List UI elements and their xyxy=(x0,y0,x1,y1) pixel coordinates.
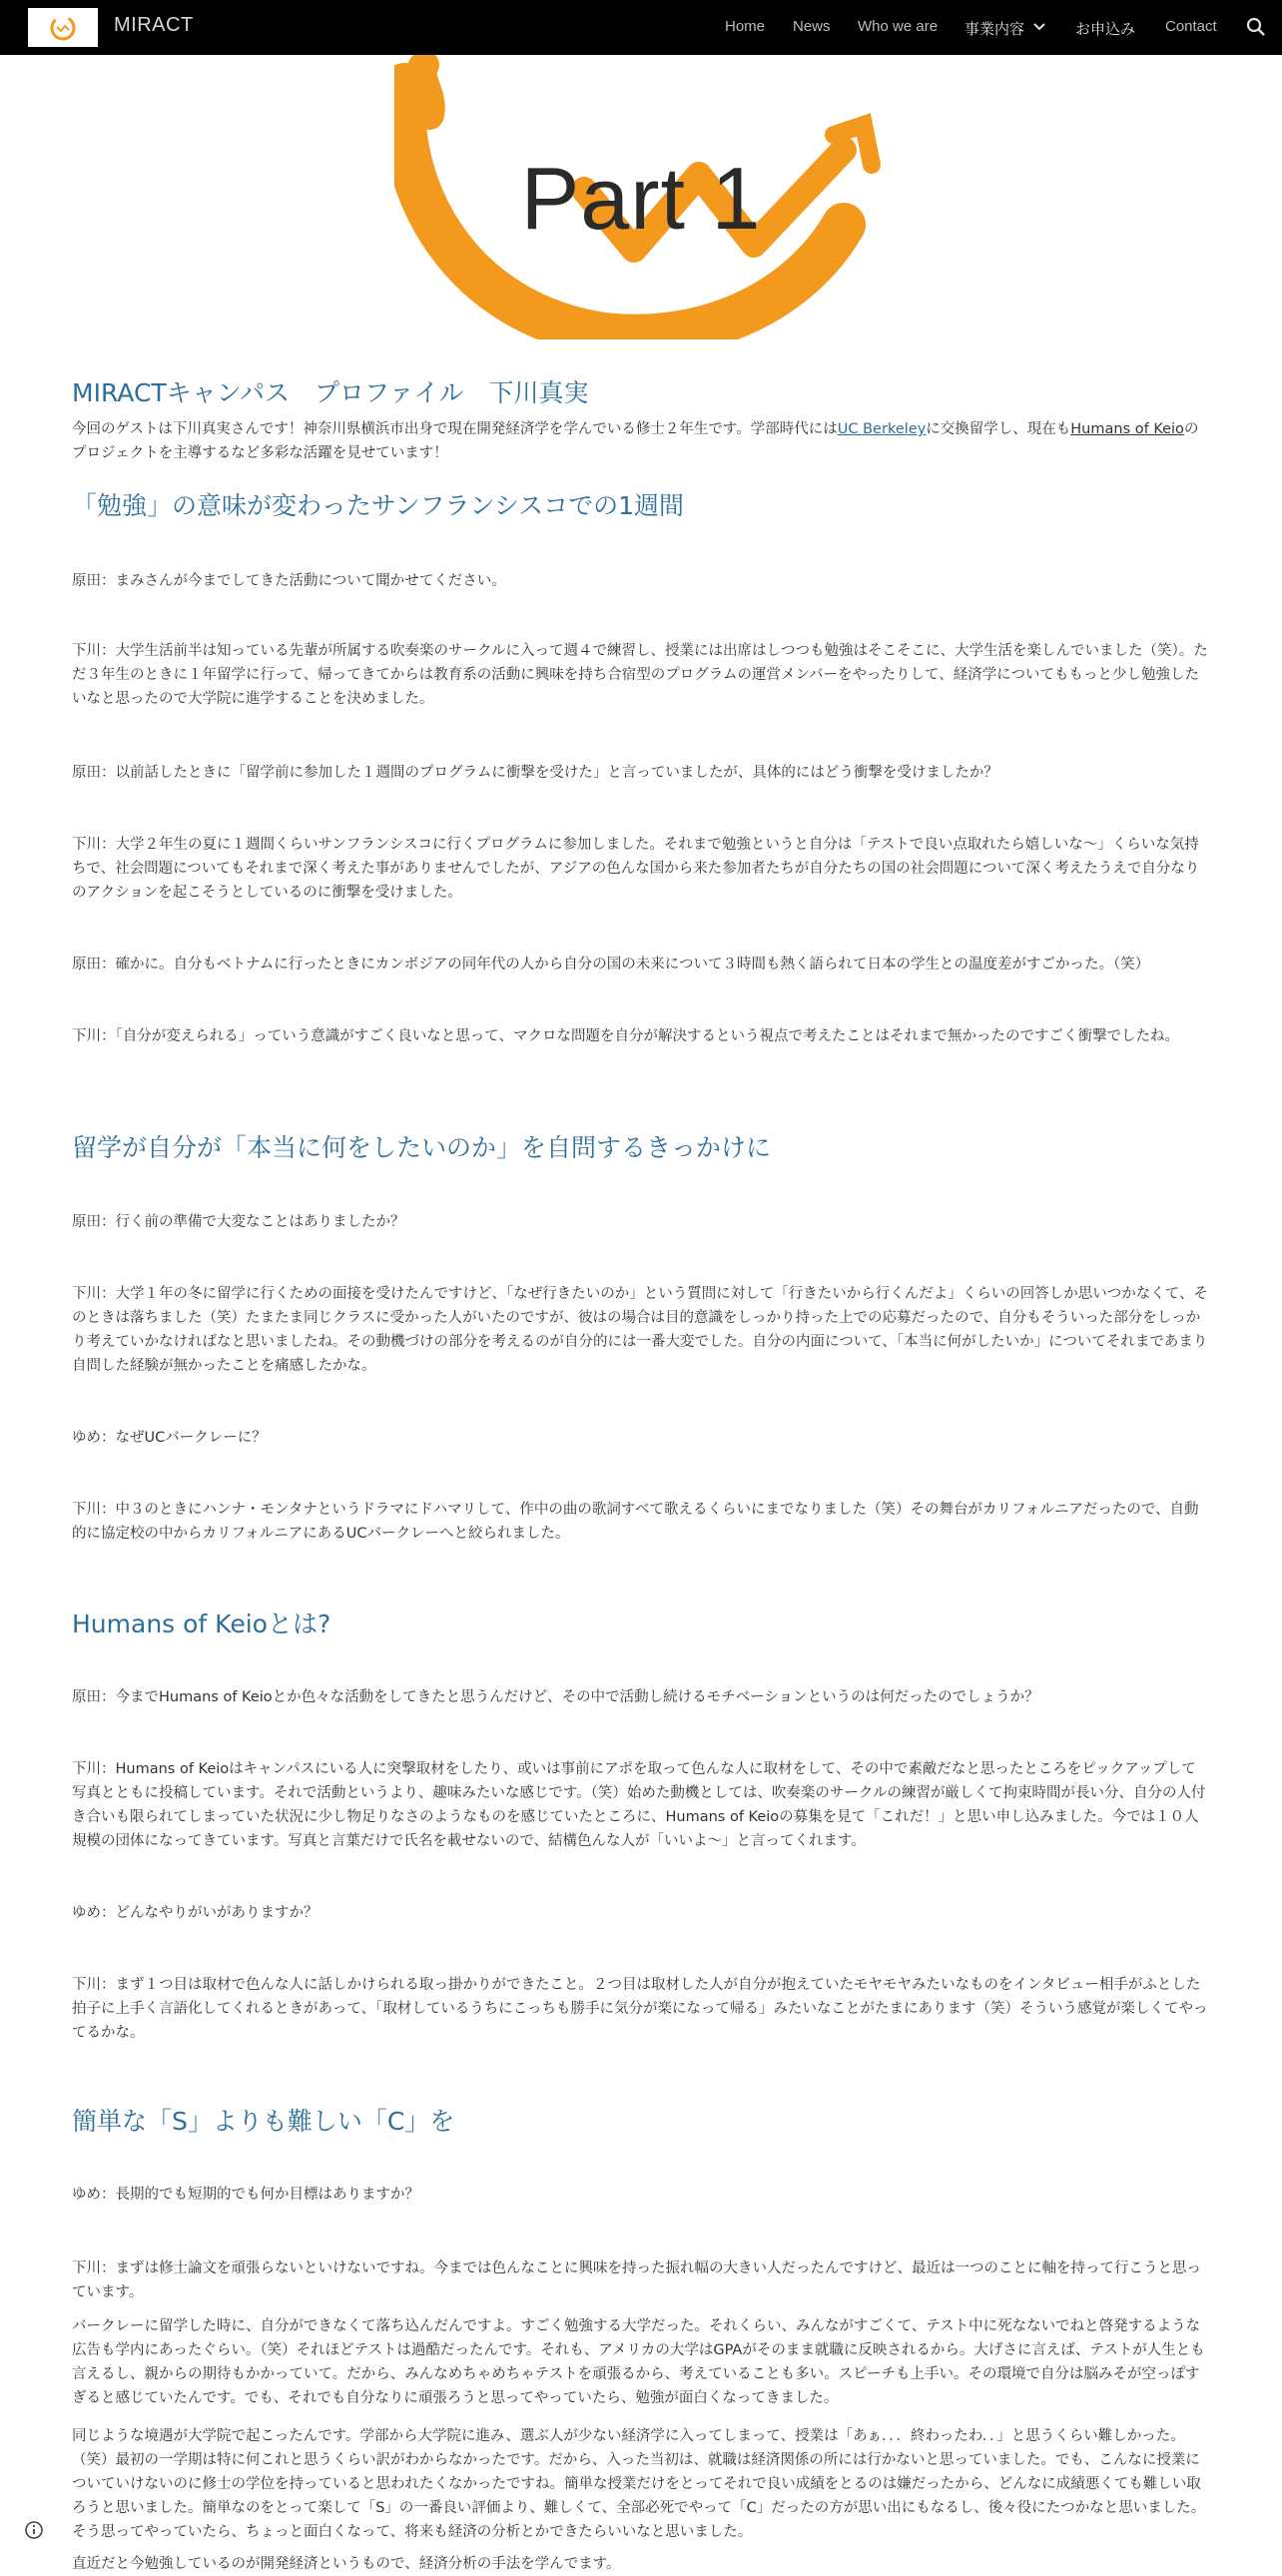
paragraph: 原田：今までHumans of Keioとか色々な活動をしてきたと思うんだけど、その中で活動し続けるモチベーションというのは何だったのでしょうか？ xyxy=(72,1689,1039,1705)
paragraph: 原田：以前話したときに「留学前に参加した１週間のプログラムに衝撃を受けた」と言っていましたが、具体的にはどう衝撃を受けましたか？ xyxy=(72,765,998,781)
paragraph: バークレーに留学した時に、自分ができなくて落ち込んだんですよ。すごく勉強する大学だった。それくらい、みんながすごくて、テスト中に死なないでねと啓発するような広告も学内にあったぐらい。（笑）それほどテストは過酷だったんです。それも、アメリカの大学はGPAがそのまま就職に反映されるから。大げさに言えば、テストが人生とも言えるし、親からの期待もかかっていて。だから、みんなめちゃめちゃテストを頑張るから、考えていることも多い。スピーチも上手い。その環境で自分は脳みそが空っぽすぎると感じていたんです。でも、それでも自分なりに頑張ろうと思ってやっていたら、勉強が面白くなってきました。 xyxy=(72,2318,1205,2406)
uc-berkeley-link[interactable]: UC Berkeley xyxy=(837,421,927,437)
intro-paragraph: 今回のゲストは下川真実さんです！神奈川県横浜市出身で現在開発経済学を学んでいる修士２年生です。学部時代にはUC Berkeleyに交換留学し、現在もHumans of Keioのプロジェクトを主導するなど多彩な活躍を見せています！ xyxy=(72,421,1199,461)
nav-who-we-are[interactable]: Who we are xyxy=(858,18,939,35)
paragraph: 原田：行く前の準備で大変なことはありましたか？ xyxy=(72,1214,405,1230)
humans-of-keio-link[interactable]: Humans of Keio xyxy=(1070,421,1184,437)
paragraph: 下川：まずは修士論文を頑張らないといけないですね。今までは色んなことに興味を持った振れ幅の大きい人だったんですけど、最近は一つのことに軸を持って行こうと思っています。 xyxy=(72,2260,1201,2300)
nav-services[interactable]: 事業内容 xyxy=(964,21,1025,38)
miract-logo-icon xyxy=(48,13,78,43)
paragraph: ゆめ：なぜUCバークレーに？ xyxy=(72,1430,267,1446)
nav-contact[interactable]: Contact xyxy=(1165,18,1217,35)
info-icon[interactable] xyxy=(24,2520,44,2540)
nav-news[interactable]: News xyxy=(793,18,831,35)
paragraph: 下川：大学生活前半は知っている先輩が所属する吹奏楽のサークルに入って週４で練習し、授業には出席はしつつも勉強はそこそこに、大学生活を楽しんでいました（笑）。ただ３年生のときに１年留学に行って、帰ってきてからは教育系の活動に興味を持ち合宿型のプログラムの運営メンバーをやったりして、経済学についてももっと少し勉強したいなと思ったので大学院に進学することを決めました。 xyxy=(72,643,1208,707)
search-icon[interactable] xyxy=(1245,16,1267,38)
section-heading-3: Humans of Keioとは? xyxy=(72,1610,331,1638)
paragraph: 直近だと今勉強しているのが開発経済というもので、経済分析の手法を学んでます。 xyxy=(72,2556,621,2572)
top-nav-bar xyxy=(0,0,1282,55)
hero-title: Part 1 xyxy=(520,149,762,248)
chevron-down-icon[interactable] xyxy=(1032,22,1046,32)
paragraph: 原田：まみさんが今までしてきた活動について聞かせてください。 xyxy=(72,573,506,589)
profile-heading: MIRACTキャンパス プロファイル 下川真実 xyxy=(72,378,589,407)
site-logo[interactable] xyxy=(28,8,98,47)
site-title[interactable]: MIRACT xyxy=(114,14,194,36)
paragraph: 下川：大学２年生の夏に１週間くらいサンフランシスコに行くプログラムに参加しました。それまで勉強というと自分は「テストで良い点取れたら嬉しいな～」くらいな気持ちで、社会問題についてもそれまで深く考えた事がありませんでしたが、アジアの色んな国から来た参加者たちが自分たちの国の社会問題について深く考えたうえで自分なりのアクションを起こそうとしているのに衝撃を受けました。 xyxy=(72,837,1200,901)
paragraph: 下川：Humans of Keioはキャンパスにいる人に突撃取材をしたり、或いは事前にアポを取って色んな人に取材をして、その中で素敵だなと思ったところをピックアップして写真とともに投稿しています。それで活動というより、趣味みたいな感じです。（笑）始めた動機としては、吹奏楽のサークルの練習が厳しくて拘束時間が長い分、自分の人付き合いも限られてしまっていた状況に少し物足りなさのようなものを感じていたところに、Humans of Keioの募集を見て「これだ！」と思い申し込みました。今では１０人規模の団体になってきています。写真と言葉だけで氏名を載せないので、結構色んな人が「いいよ～」と言ってくれます。 xyxy=(72,1761,1206,1849)
paragraph: 下川：中３のときにハンナ・モンタナというドラマにドハマリして、作中の曲の歌詞すべて歌えるくらいにまでなりました（笑）その舞台がカリフォルニアだったので、自動的に協定校の中からカリフォルニアにあるUCバークレーへと絞られました。 xyxy=(72,1502,1199,1542)
section-heading-4: 簡単な「S」よりも難しい「C」を xyxy=(72,2107,455,2136)
nav-home[interactable]: Home xyxy=(725,18,766,35)
paragraph: 同じような境遇が大学院で起こったんです。学部から大学院に進み、選ぶ人が少ない経済学に入ってしまって、授業は「あぁ．．．終わったわ．．」と思うくらい難しかった。（笑）最初の一学期は特に何これと思うくらい訳がわからなかったです。だから、入った当初は、就職は経済関係の所には行かないと思っていました。でも、こんなに授業についていけないのに修士の学位を持っていると思われたくなかったですね。簡単な授業だけをとってそれで良い成績をとるのは嫌だったから、どんなに成績悪くても難しい取ろうと思いました。簡単なのをとって楽して「S」の一番良い評価より、難しくて、全部必死でやって「C」だったの方が思い出にもなるし、後々役にたつかなと思いました。そう思ってやっていたら、ちょっと面白くなって、将来も経済の分析とかできたらいいなと思いました。 xyxy=(72,2428,1206,2540)
nav-apply[interactable]: お申込み xyxy=(1075,21,1136,38)
paragraph: 下川：まず１つ目は取材で色んな人に話しかけられる取っ掛かりができたこと。２つ目は取材した人が自分が抱えていたモヤモヤみたいなものをインタビュー相手がふとした拍子に上手く言語化してくれるときがあって、「取材しているうちにこっちも勝手に気分が楽になって帰る」みたいなことがたまにあります（笑）そういう感覚が楽しくてやってるかな。 xyxy=(72,1977,1208,2041)
section-heading-2: 留学が自分が「本当に何をしたいのか」を自問するきっかけに xyxy=(72,1133,772,1162)
section-heading-1: 「勉強」の意味が変わったサンフランシスコでの1週間 xyxy=(72,491,685,520)
paragraph: 下川：「自分が変えられる」っていう意識がすごく良いなと思って、マクロな問題を自分が解決するという視点で考えたことはそれまで無かったのですごく衝撃でしたね。 xyxy=(72,1028,1179,1044)
paragraph: ゆめ：長期的でも短期的でも何か目標はありますか？ xyxy=(72,2187,419,2203)
paragraph: 下川：大学１年の冬に留学に行くための面接を受けたんですけど、「なぜ行きたいのか」という質問に対して「行きたいから行くんだよ」くらいの回答しか思いつかなくて、そのときは落ちました（笑）たまたま同じクラスに受かった人がいたのですが、彼はの場合は目的意識をしっかり持った上での応募だったので、自分もそういった部分をしっかり考えていかなければなと思いましたね。その動機づけの部分を考えるのが自分的には一番大変でした。自分の内面について、「本当に何がしたいか」についてそれまであまり自問した経験が無かったことを痛感したかな。 xyxy=(72,1286,1208,1374)
paragraph: 原田：確かに。自分もベトナムに行ったときにカンボジアの同年代の人から自分の国の未来について３時間も熱く語られて日本の学生との温度差がすごかった。（笑） xyxy=(72,957,1150,972)
paragraph: ゆめ：どんなやりがいがありますか？ xyxy=(72,1905,319,1921)
